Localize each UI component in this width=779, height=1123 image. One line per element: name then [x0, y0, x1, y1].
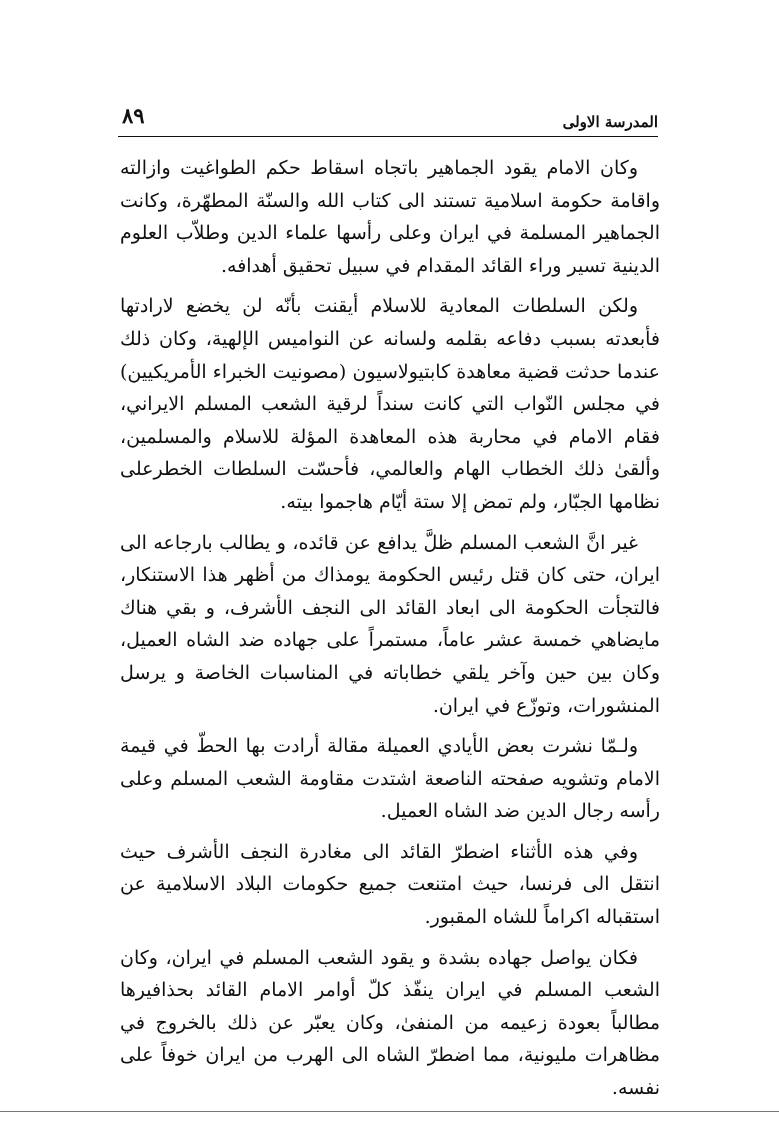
page-header: [118, 98, 658, 134]
paragraph: فكان يواصل جهاده بشدة و يقود الشعب المسلم في ايران، وكان الشعب المسلم في ايران ينفّذ كلّ أوامر الامام القائد بحذافيرها مطالباً بعودة زعيمه من المنفىٰ، وكان يعبّر عن ذلك بالخروج في مظاهرات مليونية، مما اضطرّ الشاه الى الهرب من ايران خوفاً على نفسه.: [120, 946, 660, 1100]
page-number: ٨٩: [122, 103, 145, 128]
bottom-rule: [0, 1111, 779, 1112]
paragraph: ولـمّا نشرت بعض الأيادي العميلة مقالة أرادت بها الحطّ في قيمة الامام وتشويه صفحته الناصعة اشتدت مقاومة الشعب المسلم وعلى رأسه رجال الدين ضد الشاه العميل.: [120, 735, 660, 823]
paragraph: غير انَّ الشعب المسلم ظلَّ يدافع عن قائده، و يطالب بارجاعه الى ايران، حتى كان قتل رئيس الحكومة يومذاك من أظهر هذا الاستنكار، فالتجأت الحكومة الى ابعاد القائد الى النجف الأشرف، و بقي هناك مايضاهي خمسة عشر عاماً، مستمراً على جهاده ضد الشاه العميل، وكان بين حين وآخر يلقي خطاباته في المناسبات الخاصة و يرسل المنشورات، وتوزّع في ايران.: [120, 531, 660, 717]
paragraph: وكان الامام يقود الجماهير باتجاه اسقاط حكم الطواغيت وازالته واقامة حكومة اسلامية تستند الى كتاب الله والسنّة المطهّرة، وكانت الجماهير المسلمة في ايران وعلى رأسها علماء الدين وطلاّب العلوم الدينية تسير وراء القائد المقدام في سبيل تحقيق أهدافه.: [120, 157, 660, 277]
paragraph: وفي هذه الأثناء اضطرّ القائد الى مغادرة النجف الأشرف حيث انتقل الى فرنسا، حيث امتنعت جميع حكومات البلاد الاسلامية عن استقباله اكراماً للشاه المقبور.: [120, 840, 660, 929]
header-rule: [118, 136, 658, 137]
paragraph: ولكن السلطات المعادية للاسلام أيقنت بأنّه لن يخضع لارادتها فأبعدته بسبب دفاعه بقلمه ولسانه عن النواميس الإلهية، وكان ذلك عندما حدثت قضية معاهدة كابتيولاسيون (مصونيت الخبراء الأمريكيين) في مجلس النّواب التي كانت سنداً لرقية الشعب المسلم الايراني، فقام الامام في محاربة هذه المعاهدة المؤلة للاسلام والمسلمين، وألقىٰ ذلك الخطاب الهام والعالمي، فأحسّت السلطات الخطرعلى نظامها الجبّار، ولم تمض إلا ستة أيّام هاجموا بيته.: [120, 295, 660, 513]
running-title: المدرسة الاولى: [562, 113, 658, 131]
body-text: [120, 152, 660, 1105]
